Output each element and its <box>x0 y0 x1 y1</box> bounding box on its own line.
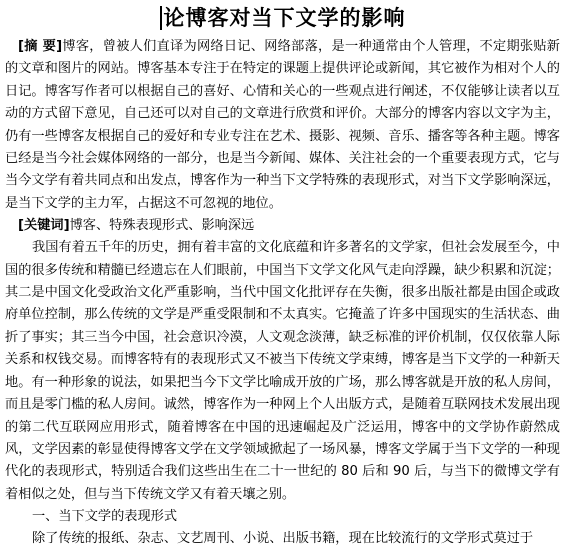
continuation-line: 除了传统的报纸、杂志、文艺周刊、小说、出版书籍，现在比较流行的文学形式莫过于 <box>32 531 534 547</box>
text-cursor <box>160 6 162 30</box>
section-heading: 一、当下文学的表现形式 <box>32 509 178 525</box>
document-title: 论博客对当下文学的影响 <box>163 5 406 30</box>
keywords-row <box>5 215 560 237</box>
abstract-label: [摘 要] <box>18 39 63 54</box>
keywords-label: [关键词] <box>18 218 70 234</box>
abstract-paragraph <box>5 36 560 215</box>
title-block <box>5 4 560 36</box>
body-paragraph: 我国有着五千年的历史，拥有着丰富的文化底蕴和许多著名的文学家，但社会发展至今，中国的很多传统和精髓已经遗忘在人们眼前，中国当下文学文化风气走向浮躁，缺少积累和沉淀；其二是中国文化受政治文化严重影响，当代中国文化批评存在失衡，很多出版社都是由国企或政府单位控制，那么传统的文学是严重受限制和不太真实。它掩盖了许多中国现实的生活状态、曲折了事实；其三当今中国，社会意识冷漠，人文观念淡薄，缺乏标准的评价机制，仅仅依靠人际关系和权钱交易。而博客特有的表现形式又不被当下传统文学束缚，博客是当下文学的一种新天地。有一种形象的说法，如果把当今下文学比喻成开放的广场，那么博客就是开放的私人房间，而且是零门槛的私人房间。诚然，博客作为一种网上个人出版方式，是随着互联网技术发展出现的第二代互联网应用形式，随着博客在中国的迅速崛起及广泛运用，博客中的文学协作蔚然成风，文学因素的彰显使得博客文学在文学领域掀起了一场风暴，博客文学属于当下文学的一种现代化的表现形式，特别适合我们这些出生在二十一世纪的 80 后和 90 后，与当下的微博文学有着相似之处，但与当下传统文学又有着天壤之别。 <box>5 240 560 502</box>
abstract-text: 博客，曾被人们直译为网络日记、网络部落，是一种通常由个人管理，不定期张贴新的文章和图片的网站。博客基本专注于在特定的课题上提供评论或新闻，其它被作为相对个人的日记。博客写作者可以根据自己的喜好、心情和关心的一些观点进行阐述，不仅能够让读者以互动的方式留下意见，自己还可以对自己的文章进行欣赏和评价。大部分的博客内容以文字为主，仍有一些博客友根据自己的爱好和专业专注在艺术、摄影、视频、音乐、播客等各种主题。博客已经是当今社会媒体网络的一部分，也是当今新闻、媒体、关注社会的一个重要表现方式，它与当今文学有着共同点和出发点，博客作为一种当下文学特殊的表现形式，对当下文学影响深远，是当下文学的主力军，占据这不可忽视的地位。 <box>5 39 560 211</box>
keywords-text: 博客、特殊表现形式、影响深远 <box>69 218 255 234</box>
